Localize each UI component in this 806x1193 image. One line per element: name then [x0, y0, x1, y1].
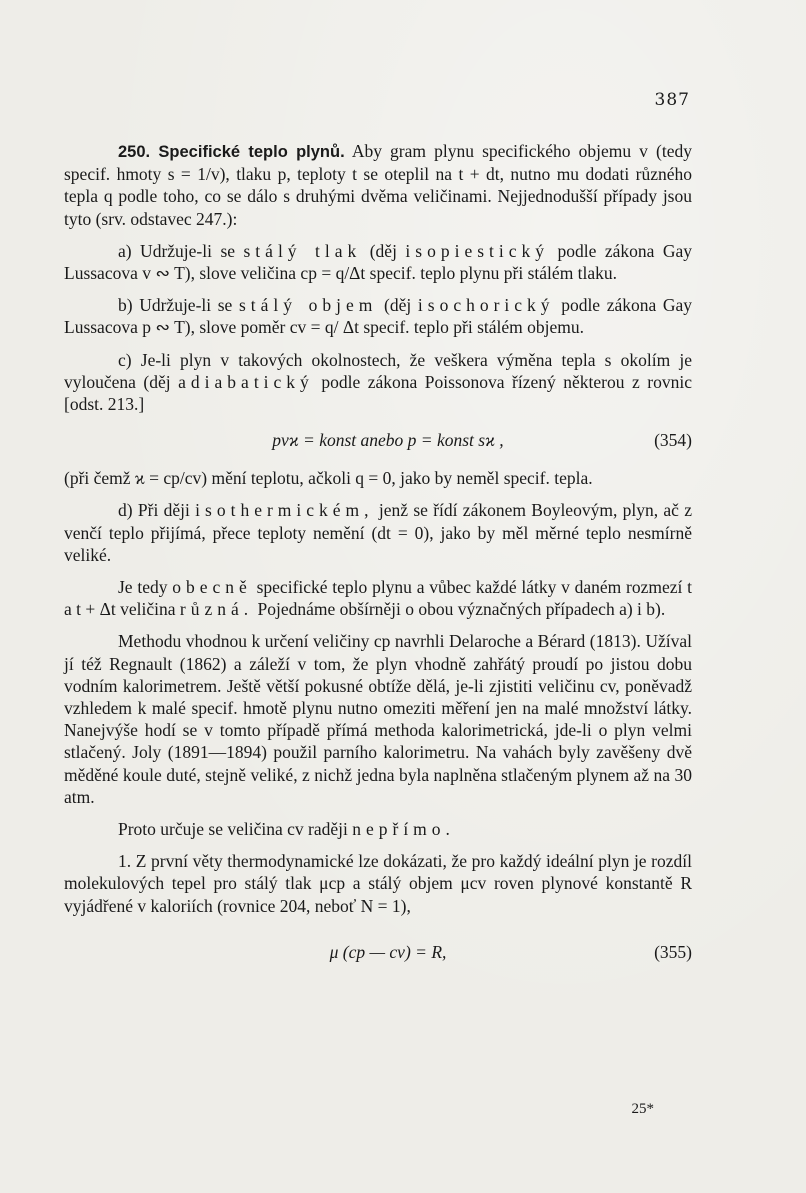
e-text-1: Je tedy [118, 577, 168, 598]
page-number: 387 [654, 90, 690, 110]
section-heading: 250. Specifické teplo plynů. [118, 143, 345, 161]
equation-355-number: (355) [654, 941, 692, 962]
c-spaced: adiabatický [178, 371, 314, 392]
paragraph-b [64, 294, 692, 338]
paragraph-intro [64, 140, 692, 230]
c-text-1: c) Je-li plyn v takových okolnostech, že veškera výměna tepla s okolím je vyloučena (děj [64, 349, 692, 392]
d-text-2: jenž se řídí zákonem Boyleovým, plyn, ač z venčí teplo přijímá, přece teploty nemění (dt = 0), jako by měl měrné teplo nesmírně veliké. [64, 500, 693, 565]
a-text-1: a) Udržuje-li se [118, 240, 236, 261]
intro-text: Aby gram plynu specifického objemu v (tedy specif. hmoty s = 1/v), tlaku p, teploty t se oteplil na t + dt, nutno mu dodati různého tepla q podle toho, co se dálo s druhými dvěma veličinami. Nejjednodušší případy jsou tyto (srv. odstavec 247.): [64, 141, 692, 229]
paragraph-after-354: (při čemž ϰ = cp/cv) mění teplotu, ačkoli q = 0, jako by neměl specif. tepla. [64, 468, 593, 489]
paragraph-one: 1. Z první věty thermodynamické lze dokázati, že pro každý ideální plyn je rozdíl molekulových tepel pro stálý tlak μcp a stálý objem μcv roven plynové konstantě R vyjádřené v kaloriích (rovnice 204, neboť N = 1), [64, 851, 692, 916]
equation-355 [64, 939, 692, 965]
e-text-3: Pojednáme obšírněji o obou význačných případech a) i b). [257, 599, 666, 620]
b-text-3: podle zákona Gay Lussacova p ∾ T), slove poměr cv = q/ Δt specif. teplo při stálém objemu. [64, 295, 693, 338]
paragraph-c [64, 349, 692, 416]
paragraph-methods: Methodu vhodnou k určení veličiny cp navrhli Delaroche a Bérard (1813). Užíval jí též Regnault (1862) a záleží v tom, že plyn vhodně zahřátý proudí po jistou dobu vodním kalorimetrem. Ještě větší pokusné obtíže dělá, je-li zjistiti veličinu cv, poněvadž vzhledem k malé specif. hmotě plynu nutno omeziti měření jen na malé množství látky. Nanejvýše hodí se v tomto případě přímá methoda kalorimetrická, jde-li o plyn velmi stlačený. Joly (1891—1894) použil parního kalorimetru. Na vahách byly zavěšeny dvě měděné koule duté, stejně veliké, z nichž jedna byla naplněna stlačeným plynem až na 30 atm. [64, 631, 692, 807]
equation-354-number: (354) [654, 430, 692, 451]
d-spaced: isothermickém, [195, 500, 374, 521]
b-spaced-1: stálý objem [238, 295, 378, 316]
b-spaced-2: isochorický [417, 295, 555, 316]
e-spaced-2: různá. [179, 599, 254, 620]
e-spaced-1: obecně [172, 577, 252, 598]
equation-354-body: pvϰ = konst anebo p = konst sϰ , [272, 430, 504, 451]
proto-spaced: nepřímo. [352, 819, 455, 840]
proto-text: Proto určuje se veličina cv raději [118, 819, 348, 840]
equation-355-body: μ (cp — cv) = R, [329, 941, 447, 962]
page-body [64, 140, 692, 979]
paragraph-proto [64, 818, 692, 840]
b-text-1: b) Udržuje-li se [118, 295, 233, 316]
c-text-2: podle zákona Poissonova řízený některou z rovnic [odst. 213.] [64, 371, 692, 415]
a-spaced-1: stálý tlak [243, 240, 362, 261]
a-spaced-2: isopiestický [405, 240, 550, 261]
d-text-1: d) Při ději [118, 500, 190, 521]
a-text-3: podle zákona Gay Lussacova v ∾ T), slove veličina cp = q/Δt specif. teplo plynu při stálém tlaku. [64, 240, 693, 284]
signature-mark: 25* [631, 1101, 654, 1117]
paragraph-e [64, 576, 692, 620]
paragraph-a [64, 240, 692, 284]
e-text-2: specifické teplo plynu a vůbec každé látky v daném rozmezí t a t + Δt veličina [64, 577, 693, 620]
equation-354 [64, 427, 692, 453]
b-text-2: (děj [384, 295, 412, 316]
a-text-2: (děj [369, 240, 397, 261]
paragraph-d [64, 499, 692, 566]
